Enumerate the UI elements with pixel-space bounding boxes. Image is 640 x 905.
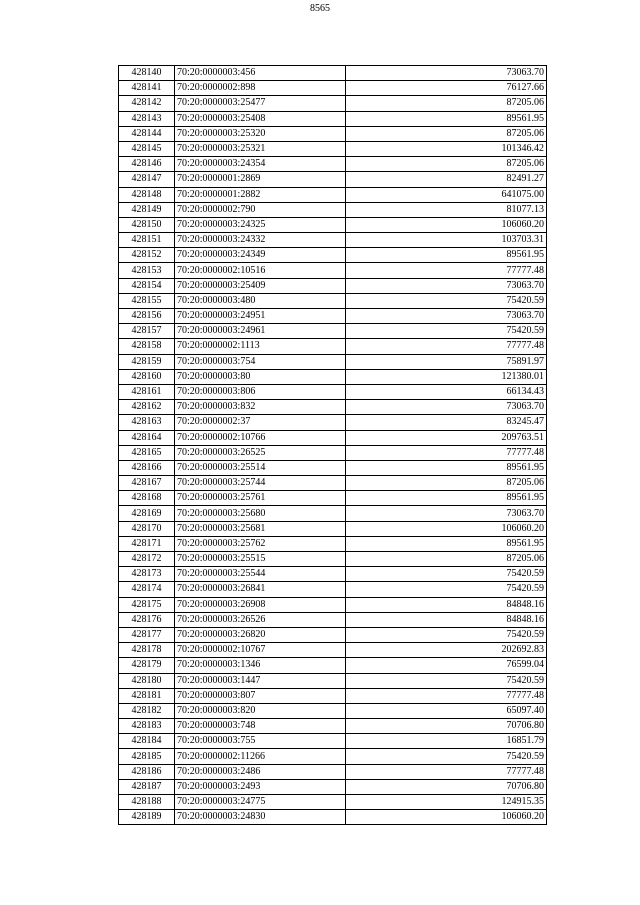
cadastral-value-cell: 641075.00	[346, 187, 547, 202]
table-row	[119, 309, 547, 324]
cadastral-number-cell: 70:20:0000003:26820	[175, 627, 346, 642]
cadastral-number-cell: 70:20:0000003:25321	[175, 141, 346, 156]
cadastral-value-cell: 87205.06	[346, 96, 547, 111]
table-row	[119, 172, 547, 187]
table-body	[119, 66, 547, 825]
cadastral-value-cell: 106060.20	[346, 521, 547, 536]
cadastral-value-cell: 77777.48	[346, 339, 547, 354]
table-row	[119, 673, 547, 688]
cadastral-value-cell: 75420.59	[346, 293, 547, 308]
cadastral-number-cell: 70:20:0000003:24332	[175, 233, 346, 248]
table-row	[119, 415, 547, 430]
cadastral-value-cell: 82491.27	[346, 172, 547, 187]
cadastral-number-cell: 70:20:0000003:24775	[175, 795, 346, 810]
cadastral-value-cell: 70706.80	[346, 779, 547, 794]
row-number-cell: 428168	[119, 491, 175, 506]
row-number-cell: 428178	[119, 643, 175, 658]
row-number-cell: 428144	[119, 126, 175, 141]
row-number-cell: 428187	[119, 779, 175, 794]
table-row	[119, 384, 547, 399]
row-number-cell: 428176	[119, 612, 175, 627]
table-row	[119, 460, 547, 475]
row-number-cell: 428156	[119, 309, 175, 324]
table-row	[119, 627, 547, 642]
cadastral-number-cell: 70:20:0000003:748	[175, 719, 346, 734]
cadastral-number-cell: 70:20:0000003:456	[175, 66, 346, 81]
table-row	[119, 491, 547, 506]
row-number-cell: 428143	[119, 111, 175, 126]
cadastral-number-cell: 70:20:0000003:25515	[175, 552, 346, 567]
cadastral-value-cell: 121380.01	[346, 369, 547, 384]
table-row	[119, 141, 547, 156]
cadastral-number-cell: 70:20:0000001:2882	[175, 187, 346, 202]
cadastral-number-cell: 70:20:0000001:2869	[175, 172, 346, 187]
row-number-cell: 428157	[119, 324, 175, 339]
cadastral-value-cell: 66134.43	[346, 384, 547, 399]
row-number-cell: 428174	[119, 582, 175, 597]
row-number-cell: 428160	[119, 369, 175, 384]
cadastral-value-cell: 103703.31	[346, 233, 547, 248]
cadastral-number-cell: 70:20:0000002:37	[175, 415, 346, 430]
cadastral-number-cell: 70:20:0000003:24354	[175, 157, 346, 172]
row-number-cell: 428150	[119, 217, 175, 232]
cadastral-number-cell: 70:20:0000003:24349	[175, 248, 346, 263]
cadastral-value-cell: 73063.70	[346, 400, 547, 415]
row-number-cell: 428149	[119, 202, 175, 217]
row-number-cell: 428152	[119, 248, 175, 263]
table-row	[119, 278, 547, 293]
cadastral-value-cell: 84848.16	[346, 612, 547, 627]
table-row	[119, 96, 547, 111]
cadastral-value-cell: 209763.51	[346, 430, 547, 445]
cadastral-value-cell: 87205.06	[346, 476, 547, 491]
cadastral-value-cell: 106060.20	[346, 217, 547, 232]
cadastral-number-cell: 70:20:0000003:25408	[175, 111, 346, 126]
cadastral-number-cell: 70:20:0000003:25762	[175, 536, 346, 551]
cadastral-value-cell: 16851.79	[346, 734, 547, 749]
table-row	[119, 582, 547, 597]
row-number-cell: 428146	[119, 157, 175, 172]
cadastral-number-cell: 70:20:0000003:24830	[175, 810, 346, 825]
cadastral-number-cell: 70:20:0000003:807	[175, 688, 346, 703]
cadastral-number-cell: 70:20:0000003:26525	[175, 445, 346, 460]
table-row	[119, 339, 547, 354]
table-row	[119, 217, 547, 232]
cadastral-value-cell: 75420.59	[346, 324, 547, 339]
cadastral-value-cell: 75420.59	[346, 567, 547, 582]
table-row	[119, 66, 547, 81]
row-number-cell: 428186	[119, 764, 175, 779]
cadastral-value-cell: 75891.97	[346, 354, 547, 369]
row-number-cell: 428179	[119, 658, 175, 673]
row-number-cell: 428151	[119, 233, 175, 248]
table-row	[119, 81, 547, 96]
row-number-cell: 428165	[119, 445, 175, 460]
cadastral-number-cell: 70:20:0000003:26841	[175, 582, 346, 597]
cadastral-value-cell: 89561.95	[346, 111, 547, 126]
cadastral-number-cell: 70:20:0000003:24325	[175, 217, 346, 232]
cadastral-number-cell: 70:20:0000002:1113	[175, 339, 346, 354]
cadastral-number-cell: 70:20:0000003:25320	[175, 126, 346, 141]
cadastral-value-cell: 73063.70	[346, 278, 547, 293]
table-row	[119, 324, 547, 339]
cadastral-value-cell: 81077.13	[346, 202, 547, 217]
cadastral-number-cell: 70:20:0000002:10766	[175, 430, 346, 445]
cadastral-value-cell: 75420.59	[346, 749, 547, 764]
row-number-cell: 428141	[119, 81, 175, 96]
table-row	[119, 536, 547, 551]
cadastral-number-cell: 70:20:0000003:25744	[175, 476, 346, 491]
row-number-cell: 428140	[119, 66, 175, 81]
cadastral-value-cell: 84848.16	[346, 597, 547, 612]
cadastral-value-cell: 83245.47	[346, 415, 547, 430]
cadastral-value-cell: 76127.66	[346, 81, 547, 96]
page-number: 8565	[310, 3, 330, 14]
table-row	[119, 779, 547, 794]
row-number-cell: 428162	[119, 400, 175, 415]
cadastral-value-cell: 89561.95	[346, 248, 547, 263]
table-row	[119, 354, 547, 369]
table-row	[119, 126, 547, 141]
row-number-cell: 428189	[119, 810, 175, 825]
cadastral-number-cell: 70:20:0000003:26908	[175, 597, 346, 612]
cadastral-number-cell: 70:20:0000003:25544	[175, 567, 346, 582]
table-row	[119, 187, 547, 202]
cadastral-number-cell: 70:20:0000003:80	[175, 369, 346, 384]
table-row	[119, 248, 547, 263]
cadastral-value-cell: 124915.35	[346, 795, 547, 810]
table-row	[119, 400, 547, 415]
table-row	[119, 233, 547, 248]
cadastral-value-cell: 75420.59	[346, 673, 547, 688]
cadastral-value-cell: 73063.70	[346, 506, 547, 521]
row-number-cell: 428184	[119, 734, 175, 749]
row-number-cell: 428147	[119, 172, 175, 187]
table-row	[119, 764, 547, 779]
cadastral-value-cell: 75420.59	[346, 582, 547, 597]
cadastral-number-cell: 70:20:0000003:832	[175, 400, 346, 415]
cadastral-value-cell: 77777.48	[346, 688, 547, 703]
table-row	[119, 506, 547, 521]
row-number-cell: 428188	[119, 795, 175, 810]
table-row	[119, 263, 547, 278]
cadastral-value-cell: 73063.70	[346, 309, 547, 324]
table-row	[119, 111, 547, 126]
table-row	[119, 552, 547, 567]
row-number-cell: 428161	[119, 384, 175, 399]
cadastral-number-cell: 70:20:0000003:1447	[175, 673, 346, 688]
row-number-cell: 428173	[119, 567, 175, 582]
row-number-cell: 428167	[119, 476, 175, 491]
cadastral-value-cell: 202692.83	[346, 643, 547, 658]
cadastral-value-cell: 77777.48	[346, 445, 547, 460]
table-row	[119, 688, 547, 703]
table-row	[119, 293, 547, 308]
cadastral-number-cell: 70:20:0000003:25409	[175, 278, 346, 293]
table-row	[119, 521, 547, 536]
table-row	[119, 476, 547, 491]
cadastral-value-table	[118, 65, 547, 825]
cadastral-value-cell: 89561.95	[346, 536, 547, 551]
cadastral-number-cell: 70:20:0000003:755	[175, 734, 346, 749]
cadastral-value-cell: 106060.20	[346, 810, 547, 825]
cadastral-number-cell: 70:20:0000003:25514	[175, 460, 346, 475]
cadastral-value-cell: 75420.59	[346, 627, 547, 642]
cadastral-number-cell: 70:20:0000003:25761	[175, 491, 346, 506]
row-number-cell: 428155	[119, 293, 175, 308]
cadastral-value-cell: 89561.95	[346, 460, 547, 475]
cadastral-value-cell: 101346.42	[346, 141, 547, 156]
table-row	[119, 658, 547, 673]
cadastral-value-cell: 76599.04	[346, 658, 547, 673]
table-row	[119, 202, 547, 217]
row-number-cell: 428142	[119, 96, 175, 111]
cadastral-number-cell: 70:20:0000003:24961	[175, 324, 346, 339]
cadastral-value-cell: 65097.40	[346, 703, 547, 718]
table-row	[119, 749, 547, 764]
row-number-cell: 428170	[119, 521, 175, 536]
table-row	[119, 703, 547, 718]
cadastral-number-cell: 70:20:0000003:2493	[175, 779, 346, 794]
cadastral-number-cell: 70:20:0000002:898	[175, 81, 346, 96]
cadastral-value-cell: 87205.06	[346, 552, 547, 567]
row-number-cell: 428169	[119, 506, 175, 521]
row-number-cell: 428172	[119, 552, 175, 567]
row-number-cell: 428180	[119, 673, 175, 688]
table-row	[119, 734, 547, 749]
row-number-cell: 428166	[119, 460, 175, 475]
cadastral-value-cell: 70706.80	[346, 719, 547, 734]
row-number-cell: 428185	[119, 749, 175, 764]
table-row	[119, 795, 547, 810]
cadastral-number-cell: 70:20:0000003:25681	[175, 521, 346, 536]
table-row	[119, 643, 547, 658]
cadastral-number-cell: 70:20:0000003:25477	[175, 96, 346, 111]
cadastral-number-cell: 70:20:0000003:1346	[175, 658, 346, 673]
row-number-cell: 428181	[119, 688, 175, 703]
cadastral-value-cell: 89561.95	[346, 491, 547, 506]
table-row	[119, 719, 547, 734]
cadastral-value-cell: 87205.06	[346, 157, 547, 172]
cadastral-number-cell: 70:20:0000003:806	[175, 384, 346, 399]
cadastral-number-cell: 70:20:0000003:820	[175, 703, 346, 718]
table-row	[119, 810, 547, 825]
cadastral-number-cell: 70:20:0000002:10767	[175, 643, 346, 658]
cadastral-number-cell: 70:20:0000003:2486	[175, 764, 346, 779]
table-row	[119, 369, 547, 384]
cadastral-number-cell: 70:20:0000003:25680	[175, 506, 346, 521]
table-row	[119, 430, 547, 445]
cadastral-number-cell: 70:20:0000002:10516	[175, 263, 346, 278]
cadastral-number-cell: 70:20:0000003:24951	[175, 309, 346, 324]
table-row	[119, 597, 547, 612]
cadastral-value-cell: 77777.48	[346, 764, 547, 779]
table-row	[119, 157, 547, 172]
table-row	[119, 567, 547, 582]
cadastral-value-cell: 87205.06	[346, 126, 547, 141]
cadastral-number-cell: 70:20:0000002:790	[175, 202, 346, 217]
cadastral-number-cell: 70:20:0000003:754	[175, 354, 346, 369]
cadastral-number-cell: 70:20:0000003:26526	[175, 612, 346, 627]
cadastral-value-cell: 77777.48	[346, 263, 547, 278]
row-number-cell: 428154	[119, 278, 175, 293]
table-row	[119, 445, 547, 460]
row-number-cell: 428163	[119, 415, 175, 430]
table-row	[119, 612, 547, 627]
row-number-cell: 428175	[119, 597, 175, 612]
row-number-cell: 428164	[119, 430, 175, 445]
row-number-cell: 428158	[119, 339, 175, 354]
cadastral-number-cell: 70:20:0000003:480	[175, 293, 346, 308]
row-number-cell: 428159	[119, 354, 175, 369]
row-number-cell: 428153	[119, 263, 175, 278]
row-number-cell: 428148	[119, 187, 175, 202]
row-number-cell: 428145	[119, 141, 175, 156]
row-number-cell: 428177	[119, 627, 175, 642]
row-number-cell: 428171	[119, 536, 175, 551]
cadastral-number-cell: 70:20:0000002:11266	[175, 749, 346, 764]
row-number-cell: 428182	[119, 703, 175, 718]
cadastral-value-cell: 73063.70	[346, 66, 547, 81]
row-number-cell: 428183	[119, 719, 175, 734]
